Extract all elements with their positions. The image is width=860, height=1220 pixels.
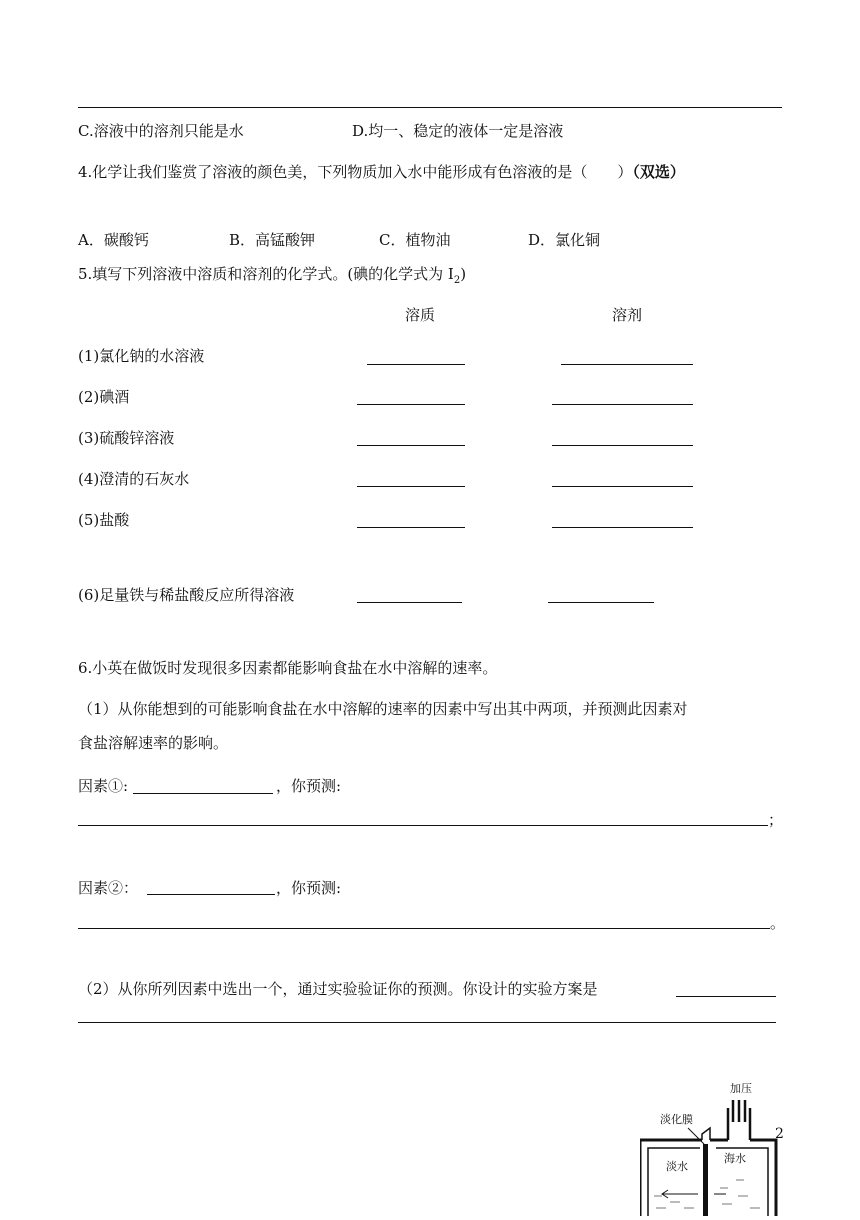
- q5-stem-main: 5.填写下列溶液中溶质和溶剂的化学式。(碘的化学式为 I: [78, 265, 454, 283]
- q4-option-c: C．植物油: [379, 231, 451, 249]
- q6-factor2-end: 。: [770, 914, 786, 932]
- q5-row-6-solvent-blank[interactable]: [548, 602, 654, 603]
- q5-col-solute: 溶质: [405, 306, 436, 324]
- q6-factor2-prediction-line[interactable]: [78, 928, 770, 929]
- q5-row-6: (6)足量铁与稀盐酸反应所得溶液: [78, 586, 295, 604]
- q6-factor2-label: 因素②：: [78, 879, 139, 897]
- figure-sea-water-label: 海水: [724, 1152, 746, 1165]
- q5-row-1-solvent-blank[interactable]: [561, 364, 693, 365]
- q5-row-4-solute-blank[interactable]: [357, 486, 465, 487]
- q6-part1-line1: （1）从你能想到的可能影响食盐在水中溶解的速率的因素中写出其中两项，并预测此因素对: [78, 700, 688, 718]
- q5-stem-sub: 2: [453, 275, 461, 286]
- q6-factor1-end: ；: [768, 811, 784, 829]
- q6-factor1-label: 因素①:: [78, 777, 129, 795]
- q6-factor1-blank[interactable]: [133, 793, 273, 794]
- figure-fresh-water-label: 淡水: [666, 1160, 688, 1173]
- q4-option-d: D．氯化铜: [528, 231, 601, 249]
- q6-part2-line[interactable]: [78, 1022, 776, 1023]
- q5-row-6-solute-blank[interactable]: [357, 602, 462, 603]
- q6-stem: 6.小英在做饭时发现很多因素都能影响食盐在水中溶解的速率。: [78, 659, 498, 677]
- desalination-figure: [640, 1078, 780, 1216]
- q4-option-b: B．高锰酸钾: [229, 231, 316, 249]
- q5-row-5-solvent-blank[interactable]: [552, 527, 693, 528]
- q6-factor1-predict: ，你预测:: [276, 777, 342, 795]
- figure-pressure-label: 加压: [730, 1082, 752, 1095]
- q5-row-2-solute-blank[interactable]: [357, 404, 465, 405]
- q5-row-5-solute-blank[interactable]: [357, 527, 465, 528]
- q5-row-3-solute-blank[interactable]: [357, 445, 465, 446]
- q6-factor2-blank[interactable]: [147, 894, 275, 895]
- q5-row-3: (3)硫酸锌溶液: [78, 429, 175, 447]
- q5-stem: [78, 264, 466, 291]
- q6-part2: （2）从你所列因素中选出一个，通过实验验证你的预测。你设计的实验方案是: [78, 980, 598, 998]
- q4-double-select: （双选）: [632, 163, 685, 181]
- figure-membrane-label: 淡化膜: [660, 1113, 693, 1126]
- q6-factor2-predict: ，你预测:: [276, 879, 342, 897]
- desalination-apparatus-diagram: [640, 1078, 780, 1216]
- q4-stem: [78, 162, 685, 182]
- q6-part1-line2: 食盐溶解速率的影响。: [78, 734, 229, 752]
- q5-row-5: (5)盐酸: [78, 511, 130, 529]
- q6-factor1-prediction-line[interactable]: [78, 825, 768, 826]
- q5-stem-end: ): [460, 265, 467, 283]
- q5-row-2-solvent-blank[interactable]: [552, 404, 693, 405]
- q4-stem-text: 4.化学让我们鉴赏了溶液的颜色美，下列物质加入水中能形成有色溶液的是（ ）: [78, 163, 633, 181]
- q4-option-a: A．碳酸钙: [78, 231, 149, 249]
- q5-col-solvent: 溶剂: [612, 306, 643, 324]
- q5-row-4-solvent-blank[interactable]: [552, 486, 693, 487]
- q5-row-3-solvent-blank[interactable]: [552, 445, 693, 446]
- page-number: 2: [775, 1126, 784, 1142]
- header-rule: [78, 107, 782, 108]
- q5-row-2: (2)碘酒: [78, 388, 130, 406]
- q3-option-c: C.溶液中的溶剂只能是水: [78, 122, 244, 140]
- q5-row-1: (1)氯化钠的水溶液: [78, 347, 205, 365]
- q5-row-1-solute-blank[interactable]: [367, 364, 465, 365]
- q6-part2-blank[interactable]: [676, 996, 776, 997]
- q5-row-4: (4)澄清的石灰水: [78, 470, 190, 488]
- q3-option-d: D.均一、稳定的液体一定是溶液: [352, 122, 564, 140]
